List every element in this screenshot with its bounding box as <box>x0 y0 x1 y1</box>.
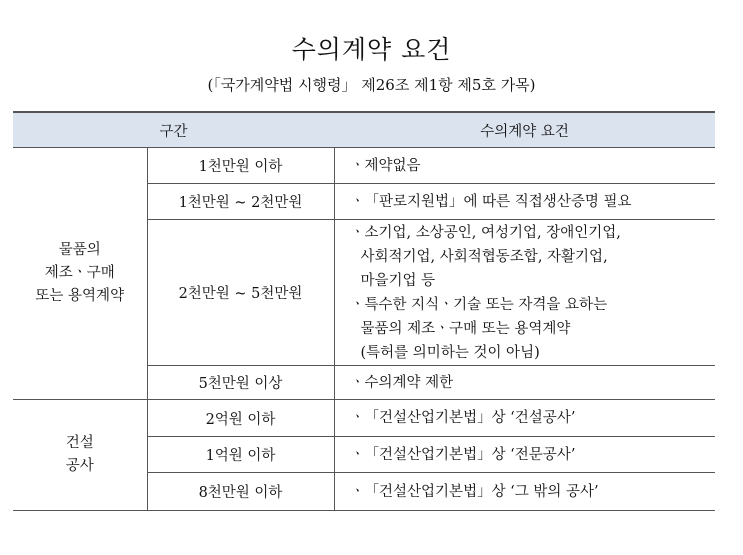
amount-cell: 1억원 이하 <box>147 437 334 473</box>
condition-line: ㆍ「건설산업기본법」상 ‘그 밖의 공사’ <box>350 483 599 500</box>
amount-cell: 2억원 이하 <box>147 400 334 437</box>
header-division: 구간 <box>13 112 334 148</box>
table-row <box>13 148 715 184</box>
category-line: 또는 용역계약 <box>35 288 125 304</box>
header-requirement: 수의계약 요건 <box>334 112 715 148</box>
condition-cell <box>334 220 715 366</box>
amount-cell: 2천만원 ~ 5천만원 <box>147 220 334 366</box>
category-line: 제조ㆍ구매 <box>44 265 115 281</box>
amount-cell: 1천만원 ~ 2천만원 <box>147 184 334 220</box>
condition-cell <box>334 437 715 473</box>
amount-cell: 1천만원 이하 <box>147 148 334 184</box>
amount-cell: 5천만원 이상 <box>147 366 334 400</box>
condition-line: ㆍ「판로지원법」에 따른 직접생산증명 필요 <box>350 193 632 210</box>
condition-line: (특허를 의미하는 것이 아님) <box>360 344 540 361</box>
category-construction <box>13 400 147 511</box>
condition-line: ㆍ「건설산업기본법」상 ‘전문공사’ <box>350 446 576 463</box>
condition-line: 사회적기업, 사회적협동조합, 자활기업, <box>360 248 608 265</box>
condition-line: 물품의 제조ㆍ구매 또는 용역계약 <box>360 320 571 337</box>
category-line: 건설 <box>65 435 94 451</box>
category-goods <box>13 148 147 400</box>
condition-line: ㆍ제약없음 <box>350 157 421 174</box>
table-header-row <box>13 112 715 148</box>
condition-line: ㆍ특수한 지식ㆍ기술 또는 자격을 요하는 <box>350 296 608 313</box>
condition-line: ㆍ수의계약 제한 <box>350 374 454 391</box>
document-title: 수의계약 요건 <box>291 35 452 64</box>
condition-line: ㆍ「건설산업기본법」상 ‘건설공사’ <box>350 410 576 426</box>
condition-cell <box>334 400 715 437</box>
condition-line: ㆍ소기업, 소상공인, 여성기업, 장애인기업, <box>350 224 621 241</box>
requirements-table <box>13 111 715 511</box>
table-row <box>13 400 715 437</box>
condition-cell <box>334 473 715 511</box>
condition-line: 마을기업 등 <box>360 272 436 289</box>
document-subtitle: (「국가계약법 시행령」 제26조 제1항 제5호 가목) <box>207 76 536 94</box>
category-line: 물품의 <box>58 242 101 258</box>
amount-cell: 8천만원 이하 <box>147 473 334 511</box>
condition-cell <box>334 366 715 400</box>
condition-cell <box>334 148 715 184</box>
category-line: 공사 <box>65 458 94 474</box>
condition-cell <box>334 184 715 220</box>
